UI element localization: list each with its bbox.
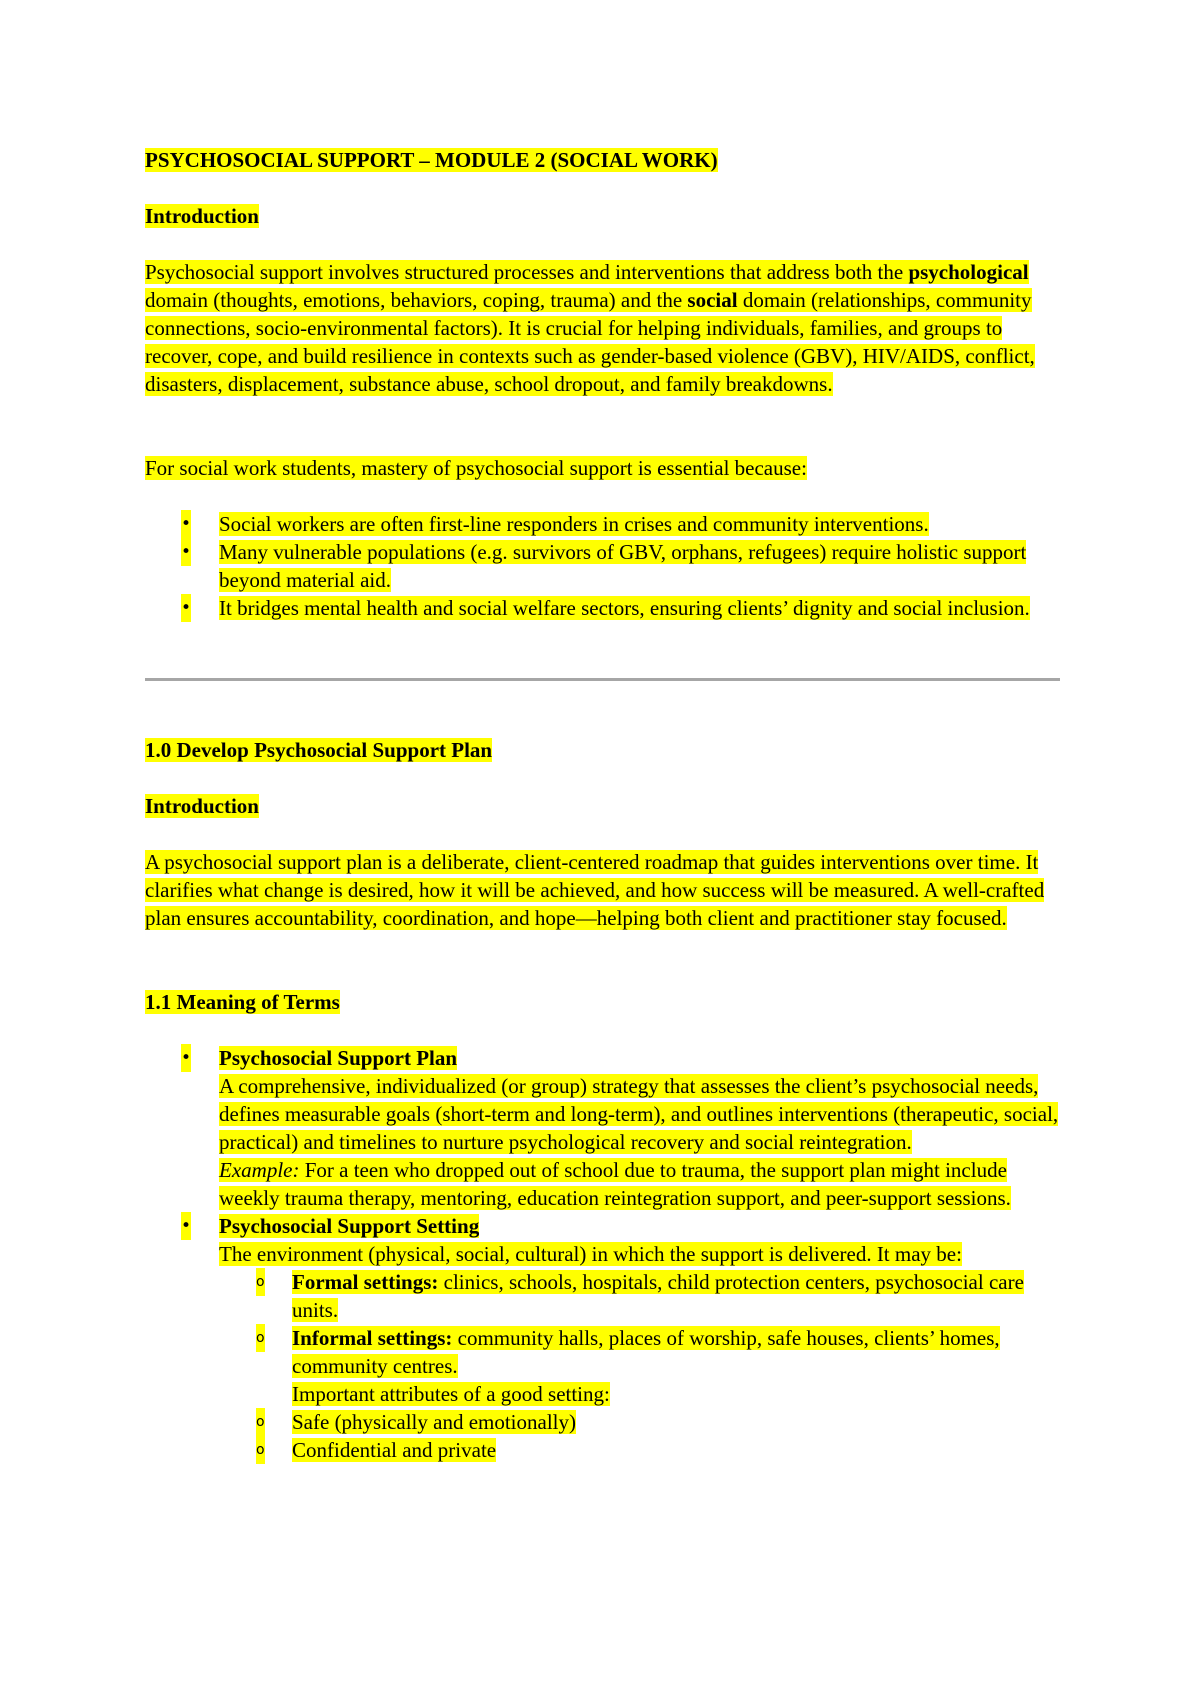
term-item-plan <box>145 1044 1070 1212</box>
setting-sub-list <box>219 1268 1070 1464</box>
intro-lead-in: For social work students, mastery of psychosocial support is essential because: <box>145 456 807 480</box>
list-item: o Confidential and private <box>256 1438 497 1462</box>
section-intro-paragraph: A psychosocial support plan is a deliberate, client-centered roadmap that guides interventions over time. It clarifies what change is desired, how it will be achieved, and how success will be measured. A well-crafted plan ensures accountability, coordination, and hope—helping both client and practitioner stay focused. <box>145 850 1045 930</box>
list-item: o Informal settings: community halls, places of worship, safe houses, clients’ homes, community centres. Important attributes of a good setting: <box>256 1326 1000 1406</box>
example-label: Example: <box>219 1158 300 1182</box>
bullet-icon: • <box>181 1212 191 1240</box>
terms-list <box>145 1044 1070 1464</box>
term-title: Psychosocial Support Plan <box>219 1046 458 1070</box>
bullet-icon: • <box>181 510 191 538</box>
sub-bullet-icon: o <box>256 1268 265 1296</box>
subsection-heading: 1.1 Meaning of Terms <box>145 990 340 1014</box>
bullet-icon: • <box>181 538 191 566</box>
intro-bullet-list <box>145 510 1070 622</box>
sub-bullet-icon: o <box>256 1436 265 1464</box>
term-title: Psychosocial Support Setting <box>219 1214 480 1238</box>
example-text: For a teen who dropped out of school due to trauma, the support plan might include weekly trauma therapy, mentoring, education reintegration support, and peer-support sessions. <box>219 1158 1011 1210</box>
list-item: • It bridges mental health and social welfare sectors, ensuring clients’ dignity and social inclusion. <box>181 596 1030 620</box>
list-item: • Social workers are often first-line responders in crises and community interventions. <box>181 512 929 536</box>
term-item-setting <box>145 1212 1070 1464</box>
bullet-icon: • <box>181 1044 191 1072</box>
sub-bullet-icon: o <box>256 1408 265 1436</box>
term-definition: A comprehensive, individualized (or group) strategy that assesses the client’s psychosocial needs, defines measurable goals (short-term and long-term), and outlines interventions (therapeutic, social, practical) and timelines to nurture psychological recovery and social reintegration. <box>219 1074 1059 1154</box>
sub-bullet-icon: o <box>256 1324 265 1352</box>
document-title: PSYCHOSOCIAL SUPPORT – MODULE 2 (SOCIAL WORK) <box>145 148 718 172</box>
bullet-icon: • <box>181 594 191 622</box>
intro-heading: Introduction <box>145 204 259 228</box>
list-item: o Safe (physically and emotionally) <box>256 1410 577 1434</box>
section-intro-heading: Introduction <box>145 794 259 818</box>
term-definition: The environment (physical, social, cultural) in which the support is delivered. It may be: <box>219 1242 962 1266</box>
horizontal-divider <box>145 678 1060 681</box>
section-heading: 1.0 Develop Psychosocial Support Plan <box>145 738 493 762</box>
intro-paragraph: Psychosocial support involves structured processes and interventions that address both the psychological domain (thoughts, emotions, behaviors, coping, trauma) and the social domain (relationships, community connections, socio-environmental factors). It is crucial for helping individuals, families, and groups to recover, cope, and build resilience in contexts such as gender-based violence (GBV), HIV/AIDS, conflict, disasters, displacement, substance abuse, school dropout, and family breakdowns. <box>145 260 1035 396</box>
list-item: • Many vulnerable populations (e.g. survivors of GBV, orphans, refugees) require holistic support beyond material aid. <box>181 540 1027 592</box>
list-item: o Formal settings: clinics, schools, hospitals, child protection centers, psychosocial care units. <box>256 1270 1024 1322</box>
